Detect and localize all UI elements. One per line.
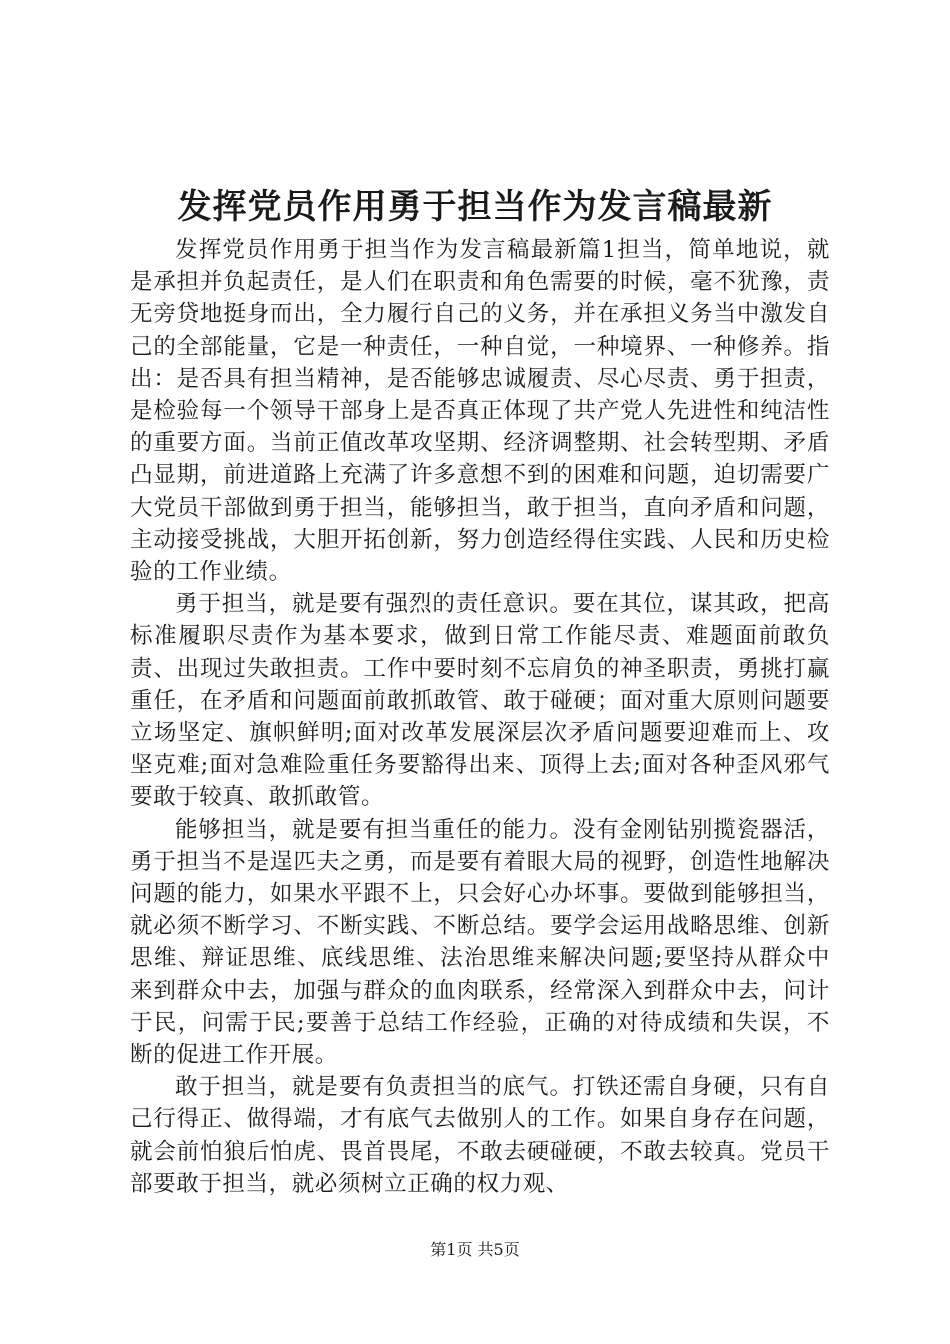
paragraph-1: 发挥党员作用勇于担当作为发言稿最新篇1担当，简单地说，就是承担并负起责任，是人们在职责和角色需要的时候，毫不犹豫，责无旁贷地挺身而出，全力履行自己的义务，并在承担义务当中激发自己的全部能量，它是一种责任，一种自觉，一种境界、一种修养。指出：是否具有担当精神，是否能够忠诚履责、尽心尽责、勇于担责，是检验每一个领导干部身上是否真正体现了共产党人先进性和纯洁性的重要方面。当前正值改革攻坚期、经济调整期、社会转型期、矛盾凸显期，前进道路上充满了许多意想不到的困难和问题，迫切需要广大党员干部做到勇于担当，能够担当，敢于担当，直向矛盾和问题，主动接受挑战，大胆开拓创新，努力创造经得住实践、人民和历史检验的工作业绩。 <box>130 237 830 586</box>
page-number-footer: 第1页 共5页 <box>430 1240 520 1259</box>
paragraph-4: 敢于担当，就是要有负责担当的底气。打铁还需自身硬，只有自己行得正、做得端，才有底气去做别人的工作。如果自身存在问题，就会前怕狼后怕虎、畏首畏尾，不敢去硬碰硬，不敢去较真。党员干部要敢于担当，就必须树立正确的权力观、 <box>130 1074 830 1197</box>
document-body <box>130 234 830 1200</box>
document-title: 发挥党员作用勇于担当作为发言稿最新 <box>177 187 773 227</box>
paragraph-2: 勇于担当，就是要有强烈的责任意识。要在其位，谋其政，把高标准履职尽责作为基本要求，做到日常工作能尽责、难题面前敢负责、出现过失敢担责。工作中要时刻不忘肩负的神圣职责，勇挑打赢重任，在矛盾和问题面前敢抓敢管、敢于碰硬；面对重大原则问题要立场坚定、旗帜鲜明;面对改革发展深层次矛盾问题要迎难而上、攻坚克难;面对急难险重任务要豁得出来、顶得上去;面对各种歪风邪气要敢于较真、敢抓敢管。 <box>130 591 830 811</box>
paragraph-3: 能够担当，就是要有担当重任的能力。没有金刚钻别揽瓷器活，勇于担当不是逞匹夫之勇，而是要有着眼大局的视野，创造性地解决问题的能力，如果水平跟不上，只会好心办坏事。要做到能够担当，就必须不断学习、不断实践、不断总结。要学会运用战略思维、创新思维、辩证思维、底线思维、法治思维来解决问题;要坚持从群众中来到群众中去，加强与群众的血肉联系，经常深入到群众中去，问计于民，问需于民;要善于总结工作经验，正确的对待成绩和失误，不断的促进工作开展。 <box>130 816 830 1069</box>
